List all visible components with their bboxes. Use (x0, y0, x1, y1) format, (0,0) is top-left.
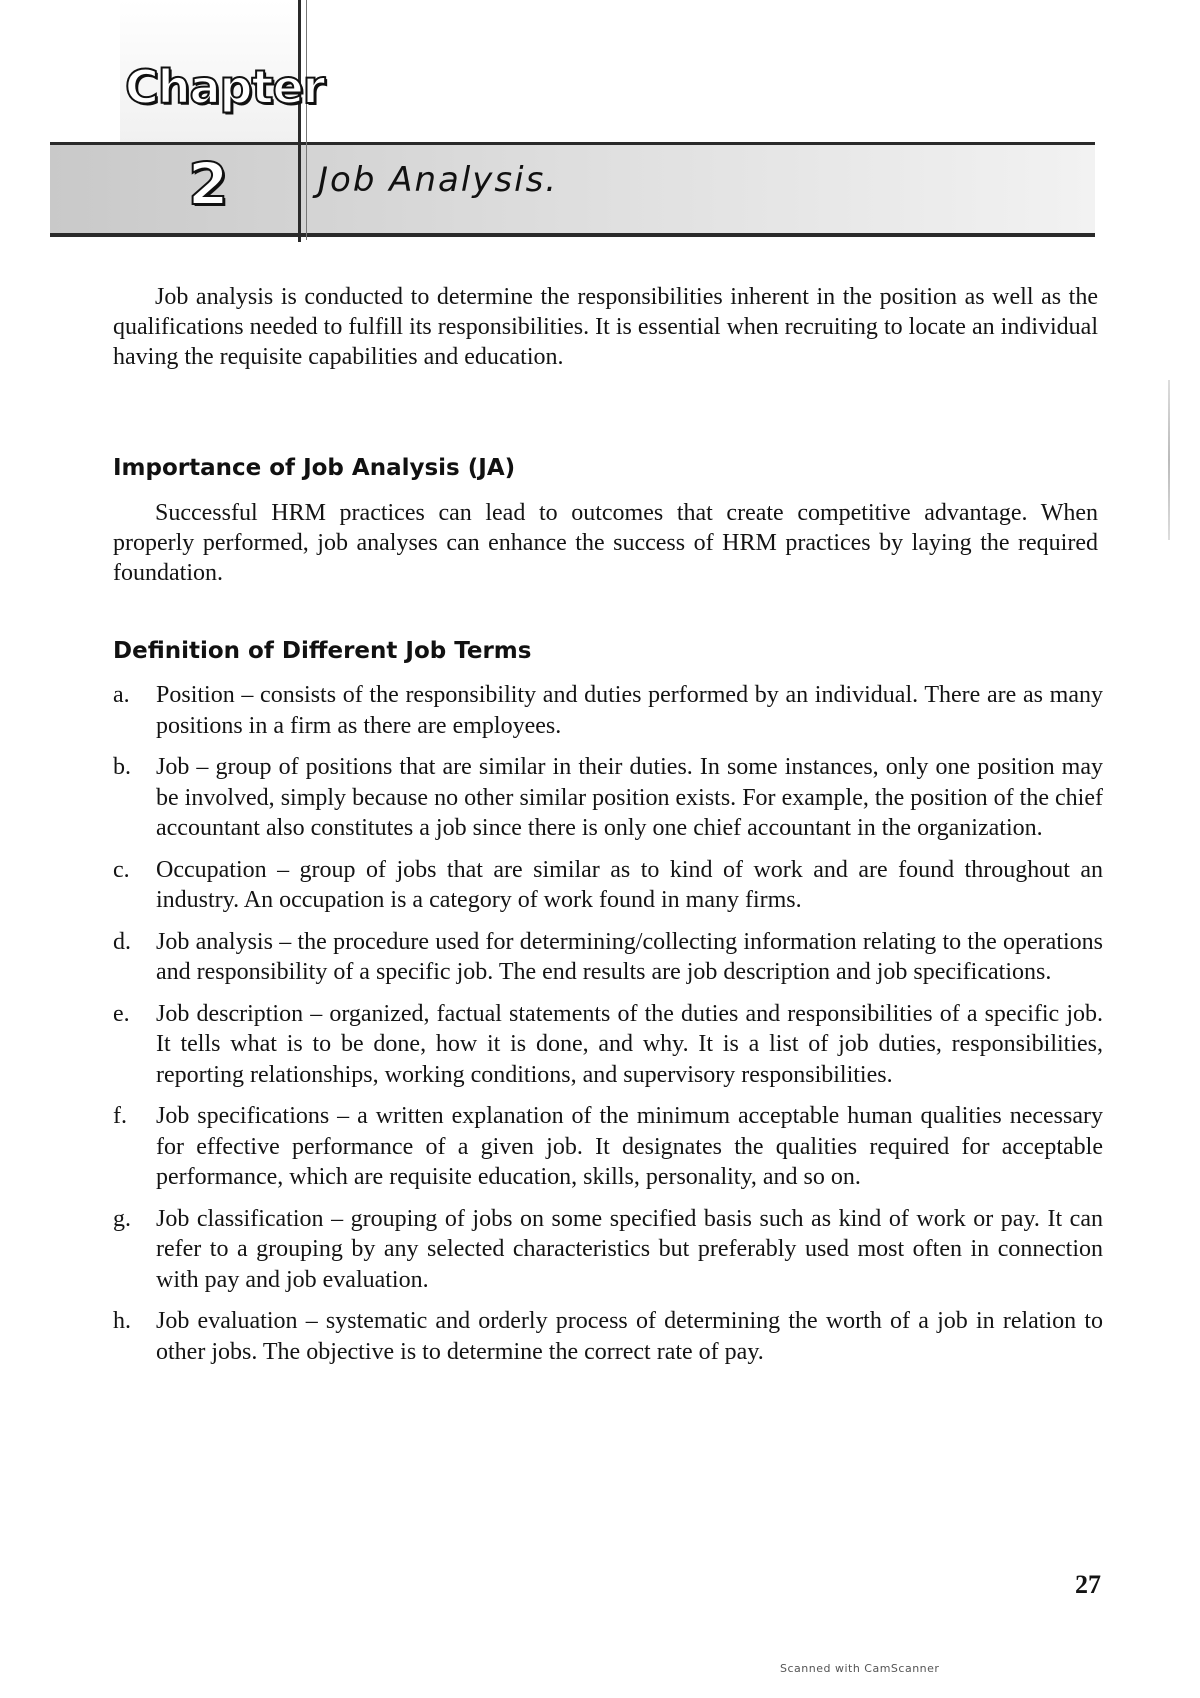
scanner-watermark: Scanned with CamScanner (780, 1662, 940, 1675)
definitions-list (113, 680, 1103, 1378)
header-vertical-rule-thin (306, 0, 307, 240)
list-item-letter: a. (113, 682, 130, 708)
list-item-text: Position – consists of the responsibility and duties performed by an individual. There are as many positions in a firm as there are employees. (156, 682, 1103, 739)
list-item-text: Job specifications – a written explanation of the minimum acceptable human qualities necessary for effective performance of a given job. It designates the qualities required for acceptable performance, which are requisite education, skills, personality, and so on. (156, 1103, 1103, 1190)
list-item (113, 927, 1103, 988)
list-item-text: Job analysis – the procedure used for determining/collecting information relating to the operations and responsibility of a specific job. The end results are job description and job specifications. (156, 928, 1103, 985)
list-item-letter: f. (113, 1103, 127, 1129)
list-item (113, 1101, 1103, 1193)
list-item (113, 855, 1103, 916)
list-item-text: Job description – organized, factual statements of the duties and responsibilities of a specific job. It tells what is to be done, how it is done, and why. It is a list of job duties, responsibilities, reporting relationships, working conditions, and supervisory responsibilities. (156, 1000, 1103, 1088)
list-item-text: Job – group of positions that are similar in their duties. In some instances, only one position may be involved, simply because no other similar position exists. For example, the position of the chief accountant also constitutes a job since there is only one chief accountant in the organization. (156, 754, 1103, 841)
header-rule-bottom (50, 233, 1095, 237)
header-vertical-rule (298, 0, 301, 242)
list-item-letter: e. (113, 1000, 130, 1027)
chapter-title: Job Analysis. (318, 160, 559, 200)
list-item-text: Job classification – grouping of jobs on some specified basis such as kind of work or pay. It can refer to a grouping by any selected characteristics but preferably used most often in connection with pay and job evaluation. (156, 1205, 1103, 1293)
list-item (113, 1306, 1103, 1367)
chapter-label: Chapter (125, 60, 325, 114)
section-heading-importance: Importance of Job Analysis (JA) (113, 455, 516, 481)
list-item-letter: d. (113, 928, 131, 955)
list-item (113, 680, 1103, 741)
list-item-letter: c. (113, 856, 130, 883)
list-item (113, 999, 1103, 1091)
page-number: 27 (1075, 1570, 1101, 1599)
list-item-letter: h. (113, 1308, 131, 1334)
list-item-text: Occupation – group of jobs that are similar as to kind of work and are found throughout an industry. An occupation is a category of work found in many firms. (156, 856, 1103, 913)
section-heading-definitions: Definition of Different Job Terms (113, 638, 532, 664)
list-item-letter: g. (113, 1205, 131, 1232)
chapter-number: 2 (188, 150, 229, 218)
header-rule-top (50, 142, 1095, 145)
list-item-letter: b. (113, 754, 131, 780)
importance-paragraph: Successful HRM practices can lead to outcomes that create competitive advantage. When properly performed, job analyses can enhance the success of HRM practices by laying the required foundation. (113, 500, 1098, 586)
list-item (113, 752, 1103, 844)
list-item (113, 1204, 1103, 1296)
page-edge-shadow (1168, 380, 1170, 540)
intro-paragraph: Job analysis is conducted to determine the responsibilities inherent in the position as well as the qualifications needed to fulfill its responsibilities. It is essential when recruiting to locate an individual having the requisite capabilities and education. (113, 284, 1098, 370)
list-item-text: Job evaluation – systematic and orderly process of determining the worth of a job in relation to other jobs. The objective is to determine the correct rate of pay. (156, 1308, 1103, 1365)
